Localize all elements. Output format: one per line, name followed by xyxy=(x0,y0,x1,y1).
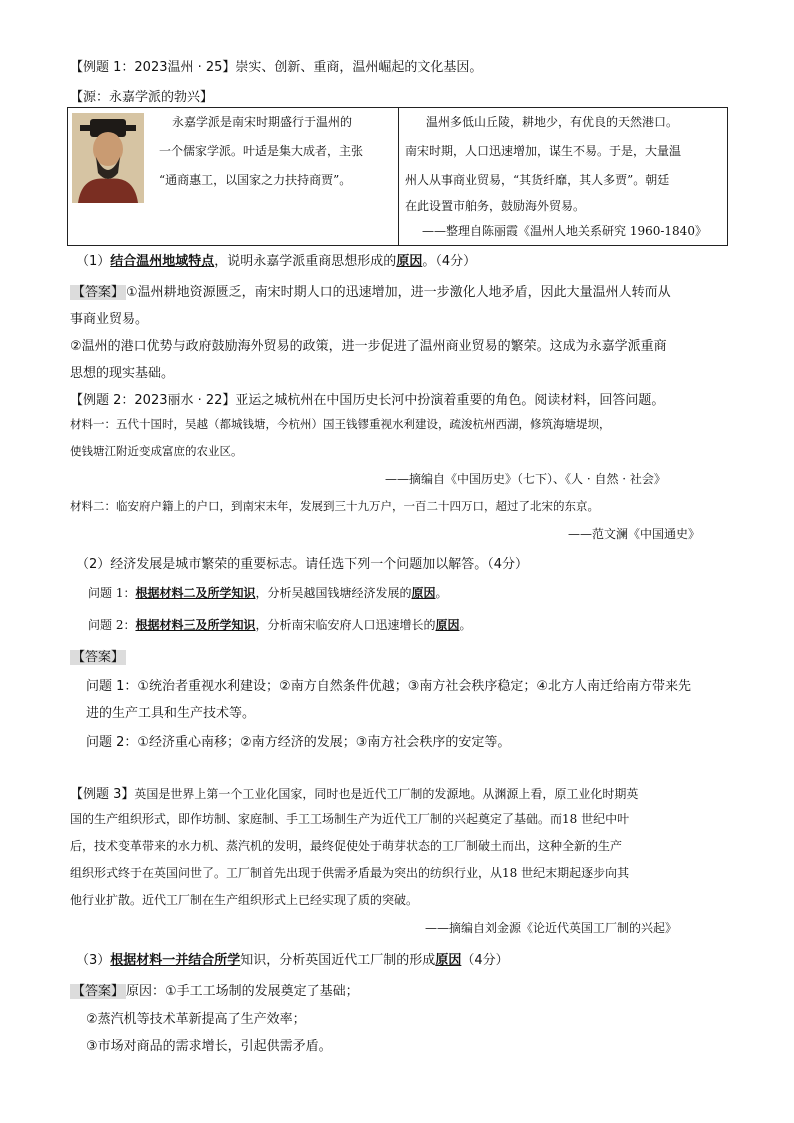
left-material-line-2: 一个儒家学派。叶适是集大成者，主张 xyxy=(159,144,364,158)
right-material-line-1: 温州多低山丘陵，耕地少，有优良的天然港口。 xyxy=(426,115,679,129)
example1-heading: 【例题 1：2023温州 · 25】崇实、创新、重商，温州崛起的文化基因。 xyxy=(70,60,483,75)
example3-line-3: 后，技术变革带来的水力机、蒸汽机的发明，最终促使处于萌芽状态的工厂制破土而出，这种全新的生产 xyxy=(70,839,623,853)
material-box-divider xyxy=(398,108,399,245)
answer-tag: 【答案】 xyxy=(72,285,125,300)
left-material-line-3: “通商惠工，以国家之力扶持商贾”。 xyxy=(159,173,352,187)
answer-2-line-1: 问题 1：①统治者重视水利建设；②南方自然条件优越；③南方社会秩序稳定；④北方人南迁给南方带来先 xyxy=(86,679,692,694)
example3-citation: ——摘编自刘金源《论近代英国工厂制的兴起》 xyxy=(425,921,678,935)
answer-2-line-3: 问题 2：①经济重心南移；②南方经济的发展；③南方社会秩序的安定等。 xyxy=(86,735,511,750)
example3-line-5: 他行业扩散。近代工厂制在生产组织形式上已经实现了质的突破。 xyxy=(70,893,419,907)
material-two: 材料二：临安府户籍上的户口，到南宋末年，发展到三十九万户，一百二十四万口，超过了北宋的东京。 xyxy=(70,499,599,513)
answer-2-line-2: 进的生产工具和生产技术等。 xyxy=(86,706,256,721)
material-one-line-2: 使钱塘江附近变成富庶的农业区。 xyxy=(70,444,243,458)
answer-1-line-2: 事商业贸易。 xyxy=(70,312,149,327)
example3-line-2: 国的生产组织形式，即作坊制、家庭制、手工工场制生产为近代工厂制的兴起奠定了基础。而18 世纪中叶 xyxy=(70,812,630,826)
example2-heading: 【例题 2：2023丽水 · 22】亚运之城杭州在中国历史长河中扮演着重要的角色。阅读材料，回答问题。 xyxy=(70,393,665,408)
material-citation: ——整理自陈丽霞《温州人地关系研究 1960-1840》 xyxy=(422,224,707,238)
question-1: （1）结合温州地域特点，说明永嘉学派重商思想形成的原因。（4分） xyxy=(76,254,477,269)
right-material-line-4: 在此设置市舶务，鼓励海外贸易。 xyxy=(405,199,586,213)
sub-question-1: 问题 1：根据材料二及所学知识，分析吴越国钱塘经济发展的原因。 xyxy=(88,586,448,600)
answer-3-line-2: ②蒸汽机等技术革新提高了生产效率； xyxy=(86,1012,306,1027)
material-one-citation: ——摘编自《中国历史》（七下）、《人 · 自然 · 社会》 xyxy=(385,472,666,486)
right-material-line-2: 南宋时期，人口迅速增加，谋生不易。于是，大量温 xyxy=(405,144,682,158)
example3-tag: 【例题 3】 xyxy=(70,787,135,802)
scholar-portrait xyxy=(72,113,144,203)
question-3: （3）根据材料一并结合所学知识，分析英国近代工厂制的形成原因（4分） xyxy=(76,953,509,968)
answer-1-line-3: ②温州的港口优势与政府鼓励海外贸易的政策，进一步促进了温州商业贸易的繁荣。这成为永嘉学派重商 xyxy=(70,339,667,354)
right-material-line-3: 州人从事商业贸易，“其货纤靡，其人多贾”。朝廷 xyxy=(405,173,670,187)
answer-1-line-4: 思想的现实基础。 xyxy=(70,366,175,381)
material-one-line-1: 材料一：五代十国时，吴越（都城钱塘，今杭州）国王钱镠重视水利建设，疏浚杭州西湖，修筑海塘堤坝， xyxy=(70,417,611,431)
answer-3-line-1: 【答案】 原因：①手工工场制的发展奠定了基础； xyxy=(72,984,359,999)
question-2: （2）经济发展是城市繁荣的重要标志。请任选下列一个问题加以解答。（4分） xyxy=(76,557,529,572)
example3-line-1: 【例题 3】英国是世界上第一个工业化国家，同时也是近代工厂制的发源地。从渊源上看，原工业化时期英 xyxy=(70,787,639,802)
answer-3-line-3: ③市场对商品的需求增长，引起供需矛盾。 xyxy=(86,1039,332,1054)
sub-question-2: 问题 2：根据材料三及所学知识，分析南宋临安府人口迅速增长的原因。 xyxy=(88,618,472,632)
material-two-citation: ——范文澜《中国通史》 xyxy=(568,527,701,541)
left-material-line-1: 永嘉学派是南宋时期盛行于温州的 xyxy=(172,115,353,129)
answer-2-tag: 【答案】 xyxy=(72,650,125,665)
answer-1-line-1: 【答案】 ①温州耕地资源匮乏，南宋时期人口的迅速增加，进一步激化人地矛盾，因此大量温州人转而从 xyxy=(72,285,671,300)
example3-line-4: 组织形式终于在英国问世了。工厂制首先出现于供需矛盾最为突出的纺织行业，从18 世纪末期起逐步向其 xyxy=(70,866,630,880)
example1-source: 【源：永嘉学派的勃兴】 xyxy=(70,90,214,105)
